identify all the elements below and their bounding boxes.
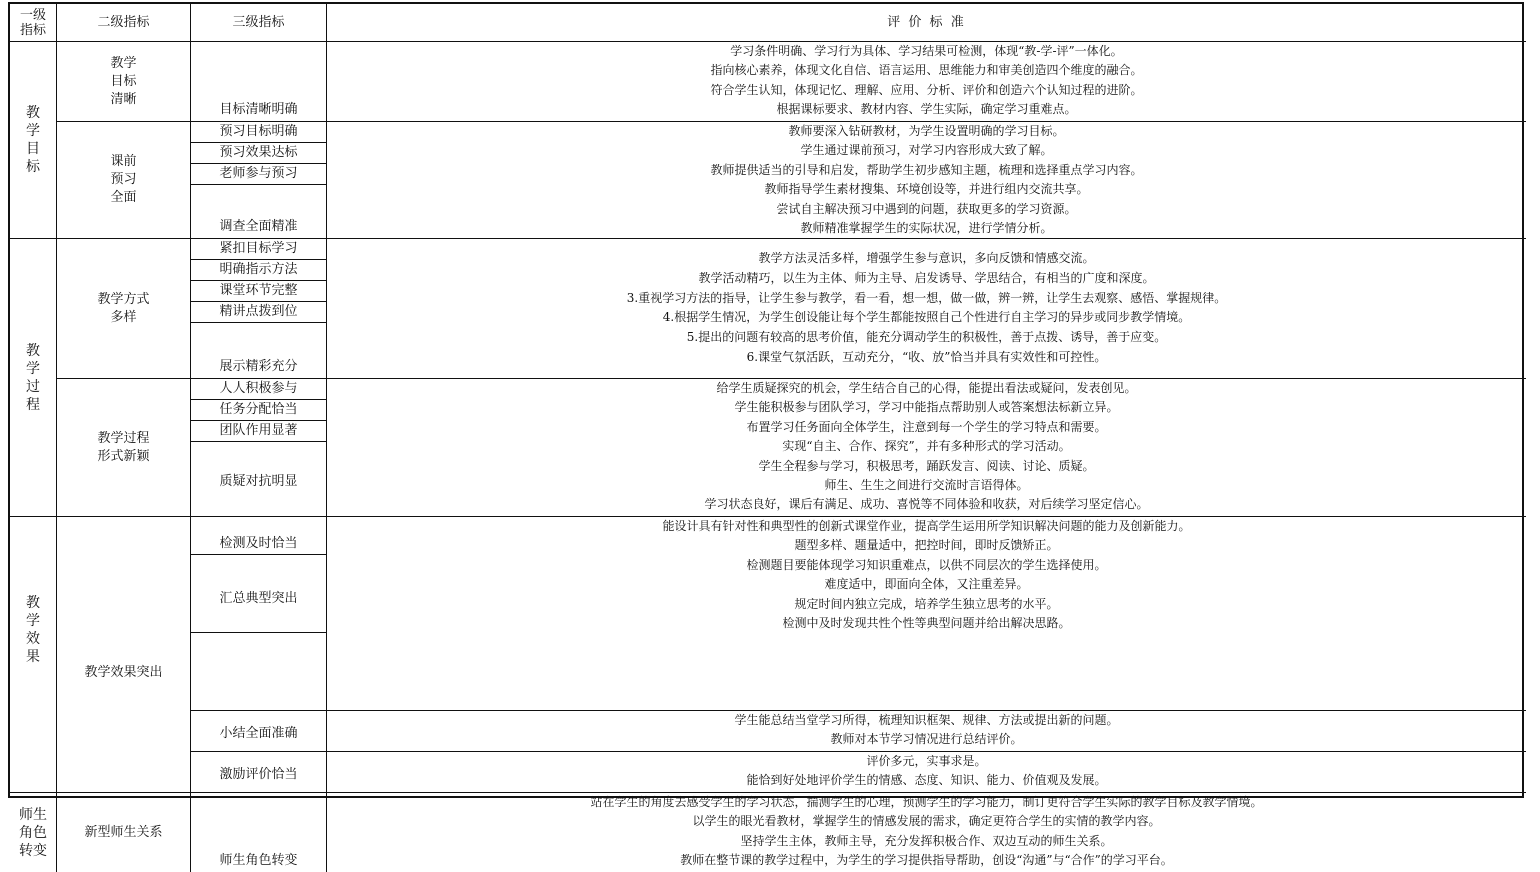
criteria-line: 能恰到好处地评价学生的情感、态度、知识、能力、价值观及发展。	[746, 773, 1107, 788]
criteria-line: 布置学习任务面向全体学生，注意到每一个学生的学习特点和需要。	[746, 419, 1107, 434]
criteria-cell	[327, 517, 1526, 711]
level3-cell	[191, 42, 327, 122]
criteria-line: 尝试自主解决预习中遇到的问题，获取更多的学习资源。	[776, 201, 1077, 216]
level3-item	[191, 185, 326, 238]
level2-cell	[57, 379, 191, 517]
criteria-line: 4.根据学生情况，为学生创设能让每个学生都能按照自己个性进行自主学习的异步或同步教学情境。	[662, 310, 1191, 325]
level1-text: 教学目标	[26, 105, 40, 175]
level3-item-text: 展示精彩充分	[219, 359, 298, 374]
criteria-line: 教学活动精巧，以生为主体、师为主导、启发诱导、学思结合，有相当的广度和深度。	[698, 270, 1155, 285]
criteria-line: 教学方法灵活多样，增强学生参与意识，多向反馈和情感交流。	[758, 251, 1095, 265]
criteria-line: 6.课堂气氛活跃，互动充分，“收、放”恰当并具有实效性和可控性。	[746, 349, 1107, 364]
level2-cell	[57, 122, 191, 239]
criteria-line: 评价多元，实事求是。	[866, 754, 987, 768]
criteria-line: 教师要深入钻研教材，为学生设置明确的学习目标。	[788, 124, 1065, 138]
level2-text: 教学目标清晰	[110, 55, 137, 107]
header-level1-text: 一级指标	[19, 7, 46, 38]
level3-cell	[191, 122, 327, 239]
criteria-line: 指向核心素养，体现文化自信、语言运用、思维能力和审美创造四个维度的融合。	[710, 63, 1143, 78]
level3-cell	[191, 752, 327, 793]
level1-text: 师生角色转变	[19, 806, 47, 859]
level3-item: 紧扣目标学习	[191, 239, 326, 260]
criteria-line: 站在学生的角度去感受学生的学习状态，揣测学生的心理，预测学生的学习能力，制订更符合学生实际的教学目标及教学情境。	[590, 795, 1263, 809]
level1-cell	[10, 517, 57, 793]
level3-text: 激励评价恰当	[219, 766, 298, 782]
criteria-line: 3.重视学习方法的指导，让学生参与教学，看一看，想一想，做一做，辨一辨，让学生去观察、感悟、掌握规律。	[626, 290, 1227, 305]
criteria-line: 符合学生认知，体现记忆、理解、应用、分析、评价和创造六个认知过程的进阶。	[710, 82, 1143, 97]
criteria-cell	[327, 793, 1526, 872]
criteria-line: 教师在整节课的教学过程中，为学生的学习提供指导帮助，创设“沟通”与“合作”的学习平台。	[680, 853, 1173, 868]
criteria-line: 教师精准掌握学生的实际状况，进行学情分析。	[800, 221, 1053, 236]
criteria-cell	[327, 711, 1526, 752]
criteria-line: 学生通过课前预习，对学习内容形成大致了解。	[800, 143, 1053, 158]
criteria-line: 学生能积极参与团队学习，学习中能指点帮助别人或答案想法标新立异。	[734, 400, 1119, 415]
level3-item: 课堂环节完整	[191, 281, 326, 302]
criteria-cell	[327, 42, 1526, 122]
header-level2: 二级指标	[57, 4, 191, 42]
level2-text: 教学方式多样	[97, 291, 150, 325]
criteria-line: 检测题目要能体现学习知识重难点，以供不同层次的学生选择使用。	[746, 557, 1107, 572]
level2-cell	[57, 517, 191, 793]
level3-cell	[191, 379, 327, 517]
criteria-line: 规定时间内独立完成，培养学生独立思考的水平。	[794, 596, 1059, 611]
level3-item: 预习效果达标	[191, 143, 326, 164]
level3-item	[191, 323, 326, 378]
level3-text: 目标清晰明确	[219, 102, 298, 117]
level3-item-text: 汇总典型突出	[219, 591, 298, 606]
criteria-line: 师生、生生之间进行交流时言语得体。	[824, 478, 1029, 493]
criteria-line: 5.提出的问题有较高的思考价值，能充分调动学生的积极性，善于点拨、诱导，善于应变。	[686, 330, 1167, 345]
criteria-cell	[327, 752, 1526, 793]
criteria-line: 学生全程参与学习，积极思考，踊跃发言、阅读、讨论、质疑。	[758, 458, 1095, 473]
level3-text: 小结全面准确	[219, 725, 298, 741]
level3-item: 任务分配恰当	[191, 400, 326, 421]
evaluation-table	[8, 2, 1524, 868]
level2-text: 教学效果突出	[84, 664, 163, 680]
level3-item: 人人积极参与	[191, 379, 326, 400]
level3-item: 明确指示方法	[191, 260, 326, 281]
level2-text: 教学过程形式新颖	[97, 430, 150, 464]
level2-text: 新型师生关系	[84, 824, 163, 840]
criteria-cell	[327, 239, 1526, 379]
level3-item: 精讲点拨到位	[191, 302, 326, 323]
level1-cell	[10, 793, 57, 872]
level3-cell	[191, 239, 327, 379]
level3-spacer	[191, 633, 327, 711]
criteria-line: 学生能总结当堂学习所得，梳理知识框架、规律、方法或提出新的问题。	[734, 713, 1119, 727]
level1-text: 教学过程	[26, 342, 40, 413]
criteria-line: 检测中及时发现共性个性等典型问题并给出解决思路。	[782, 616, 1071, 631]
level3-item: 团队作用显著	[191, 421, 326, 442]
level2-text: 课前预习全面	[110, 154, 137, 205]
level3-item	[191, 517, 326, 555]
criteria-line: 难度适中，即面向全体，又注重差异。	[824, 577, 1029, 592]
criteria-line: 学习状态良好，课后有满足、成功、喜悦等不同体验和收获，对后续学习坚定信心。	[704, 497, 1149, 512]
criteria-cell	[327, 379, 1526, 517]
criteria-line: 学习条件明确、学习行为具体、学习结果可检测，体现“教-学-评”一体化。	[730, 44, 1123, 58]
criteria-line: 教师指导学生素材搜集、环境创设等，并进行组内交流共享。	[764, 182, 1089, 197]
criteria-line: 坚持学生主体，教师主导，充分发挥积极合作、双边互动的师生关系。	[740, 833, 1113, 848]
level2-cell	[57, 42, 191, 122]
level3-item-text: 检测及时恰当	[219, 536, 298, 551]
criteria-line: 教师提供适当的引导和启发，帮助学生初步感知主题，梳理和选择重点学习内容。	[710, 162, 1143, 177]
header-criteria: 评 价 标 准	[327, 4, 1526, 42]
level3-cell	[191, 793, 327, 872]
level3-item: 老师参与预习	[191, 164, 326, 185]
criteria-line: 给学生质疑探究的机会，学生结合自己的心得，能提出看法或疑问，发表创见。	[716, 381, 1137, 395]
criteria-line: 根据课标要求、教材内容、学生实际，确定学习重难点。	[776, 102, 1077, 117]
level3-cell	[191, 517, 327, 633]
level1-cell	[10, 42, 57, 239]
level2-cell	[57, 239, 191, 379]
criteria-line: 以学生的眼光看教材，掌握学生的情感发展的需求，确定更符合学生的实情的教学内容。	[692, 814, 1161, 829]
level3-item-text: 质疑对抗明显	[219, 473, 298, 489]
criteria-line: 题型多样、题量适中，把控时间，即时反馈矫正。	[794, 538, 1059, 553]
header-level1	[10, 4, 57, 42]
header-level3: 三级指标	[191, 4, 327, 42]
criteria-cell	[327, 122, 1526, 239]
level2-cell	[57, 793, 191, 872]
criteria-line: 实现“自主、合作、探究”，并有多种形式的学习活动。	[782, 439, 1071, 454]
criteria-line: 教师对本节学习情况进行总结评价。	[830, 732, 1023, 747]
level3-cell	[191, 711, 327, 752]
criteria-line: 能设计具有针对性和典型性的创新式课堂作业，提高学生运用所学知识解决问题的能力及创新能力。	[662, 519, 1191, 533]
level1-text: 教学效果	[26, 594, 40, 665]
level3-item	[191, 555, 326, 632]
level3-item	[191, 442, 326, 516]
level3-text: 师生角色转变	[219, 853, 298, 868]
level3-item: 预习目标明确	[191, 122, 326, 143]
level3-item-text: 调查全面精准	[219, 219, 298, 234]
level1-cell	[10, 239, 57, 517]
